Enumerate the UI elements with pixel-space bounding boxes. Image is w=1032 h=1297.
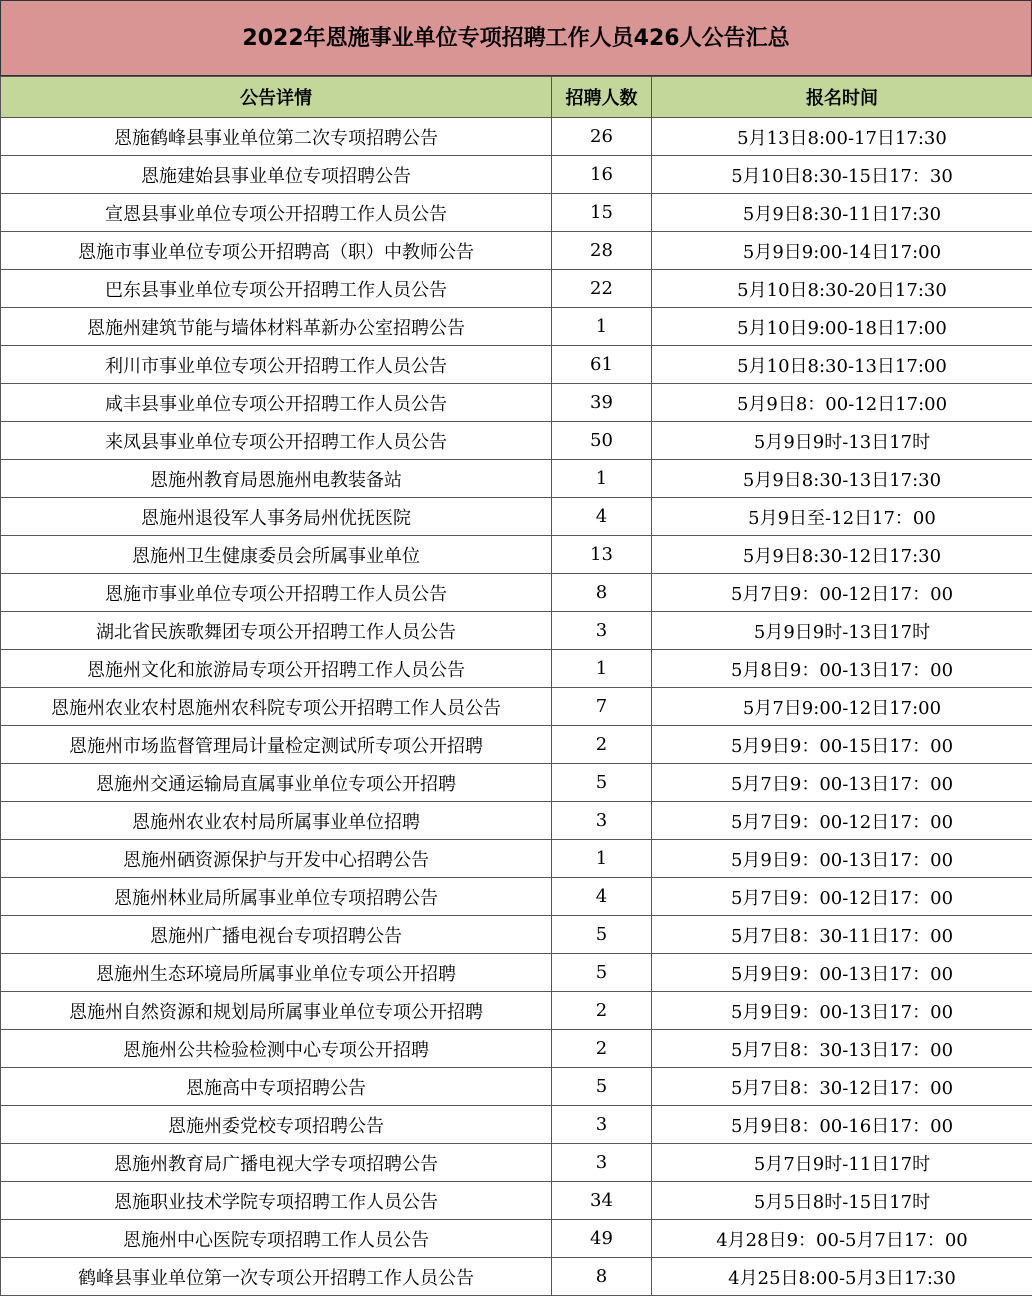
cell-registration-time[interactable]: 5月10日8:30-20日17:30 [652, 270, 1032, 308]
cell-registration-time[interactable]: 5月10日8:30-13日17:00 [652, 346, 1032, 384]
cell-recruit-count[interactable]: 2 [552, 726, 652, 764]
table-row [1, 840, 1032, 878]
cell-announcement[interactable]: 恩施州退役军人事务局州优抚医院 [1, 498, 552, 536]
table-row [1, 270, 1032, 308]
table-row [1, 1258, 1032, 1296]
cell-recruit-count[interactable]: 3 [552, 1144, 652, 1182]
cell-recruit-count[interactable]: 50 [552, 422, 652, 460]
cell-registration-time[interactable]: 5月7日8：30-11日17：00 [652, 916, 1032, 954]
cell-registration-time[interactable]: 5月9日9时-13日17时 [652, 612, 1032, 650]
cell-registration-time[interactable]: 5月9日9：00-13日17：00 [652, 992, 1032, 1030]
cell-announcement[interactable]: 恩施州林业局所属事业单位专项招聘公告 [1, 878, 552, 916]
table-row [1, 878, 1032, 916]
cell-recruit-count[interactable]: 13 [552, 536, 652, 574]
table-row [1, 536, 1032, 574]
cell-registration-time[interactable]: 5月10日8:30-15日17：30 [652, 156, 1032, 194]
cell-registration-time[interactable]: 5月9日9：00-13日17：00 [652, 954, 1032, 992]
cell-recruit-count[interactable]: 15 [552, 194, 652, 232]
column-header-count[interactable]: 招聘人数 [552, 77, 652, 118]
table-row [1, 612, 1032, 650]
cell-recruit-count[interactable]: 39 [552, 384, 652, 422]
cell-recruit-count[interactable]: 7 [552, 688, 652, 726]
cell-announcement[interactable]: 恩施州广播电视台专项招聘公告 [1, 916, 552, 954]
page-title: 2022年恩施事业单位专项招聘工作人员426人公告汇总 [0, 0, 1032, 76]
cell-registration-time[interactable]: 5月9日8：00-12日17:00 [652, 384, 1032, 422]
cell-announcement[interactable]: 利川市事业单位专项公开招聘工作人员公告 [1, 346, 552, 384]
cell-recruit-count[interactable]: 5 [552, 1068, 652, 1106]
cell-announcement[interactable]: 恩施州卫生健康委员会所属事业单位 [1, 536, 552, 574]
cell-announcement[interactable]: 恩施州硒资源保护与开发中心招聘公告 [1, 840, 552, 878]
cell-announcement[interactable]: 恩施市事业单位专项公开招聘高（职）中教师公告 [1, 232, 552, 270]
cell-announcement[interactable]: 恩施州委党校专项招聘公告 [1, 1106, 552, 1144]
cell-registration-time[interactable]: 5月7日9：00-13日17：00 [652, 764, 1032, 802]
cell-registration-time[interactable]: 5月9日9:00-14日17:00 [652, 232, 1032, 270]
cell-recruit-count[interactable]: 8 [552, 1258, 652, 1296]
header-row [1, 77, 1032, 118]
cell-announcement[interactable]: 恩施州教育局恩施州电教装备站 [1, 460, 552, 498]
cell-announcement[interactable]: 咸丰县事业单位专项公开招聘工作人员公告 [1, 384, 552, 422]
cell-recruit-count[interactable]: 1 [552, 308, 652, 346]
table-row [1, 1144, 1032, 1182]
cell-announcement[interactable]: 恩施州教育局广播电视大学专项招聘公告 [1, 1144, 552, 1182]
table-row [1, 1182, 1032, 1220]
cell-recruit-count[interactable]: 3 [552, 1106, 652, 1144]
table-row [1, 764, 1032, 802]
cell-recruit-count[interactable]: 8 [552, 574, 652, 612]
cell-registration-time[interactable]: 5月7日8：30-13日17：00 [652, 1030, 1032, 1068]
table-row [1, 1220, 1032, 1258]
table-row [1, 1106, 1032, 1144]
cell-announcement[interactable]: 恩施州文化和旅游局专项公开招聘工作人员公告 [1, 650, 552, 688]
cell-announcement[interactable]: 恩施市事业单位专项公开招聘工作人员公告 [1, 574, 552, 612]
column-header-details[interactable]: 公告详情 [1, 77, 552, 118]
cell-recruit-count[interactable]: 16 [552, 156, 652, 194]
table-row [1, 650, 1032, 688]
cell-recruit-count[interactable]: 4 [552, 498, 652, 536]
cell-announcement[interactable]: 恩施州自然资源和规划局所属事业单位专项公开招聘 [1, 992, 552, 1030]
cell-recruit-count[interactable]: 4 [552, 878, 652, 916]
cell-registration-time[interactable]: 5月7日9：00-12日17：00 [652, 802, 1032, 840]
cell-registration-time[interactable]: 5月10日9:00-18日17:00 [652, 308, 1032, 346]
cell-recruit-count[interactable]: 26 [552, 118, 652, 156]
cell-recruit-count[interactable]: 1 [552, 650, 652, 688]
cell-announcement[interactable]: 恩施职业技术学院专项招聘工作人员公告 [1, 1182, 552, 1220]
cell-announcement[interactable]: 巴东县事业单位专项公开招聘工作人员公告 [1, 270, 552, 308]
cell-announcement[interactable]: 来凤县事业单位专项公开招聘工作人员公告 [1, 422, 552, 460]
cell-registration-time[interactable]: 5月9日8：00-16日17：00 [652, 1106, 1032, 1144]
table-row [1, 194, 1032, 232]
cell-recruit-count[interactable]: 5 [552, 764, 652, 802]
table-row [1, 1068, 1032, 1106]
cell-announcement[interactable]: 恩施州交通运输局直属事业单位专项公开招聘 [1, 764, 552, 802]
cell-registration-time[interactable]: 5月7日9时-11日17时 [652, 1144, 1032, 1182]
cell-recruit-count[interactable]: 2 [552, 1030, 652, 1068]
table-row [1, 118, 1032, 156]
cell-announcement[interactable]: 宣恩县事业单位专项公开招聘工作人员公告 [1, 194, 552, 232]
table-row [1, 460, 1032, 498]
table-row [1, 156, 1032, 194]
cell-registration-time[interactable]: 5月9日至-12日17：00 [652, 498, 1032, 536]
cell-announcement[interactable]: 恩施州建筑节能与墙体材料革新办公室招聘公告 [1, 308, 552, 346]
cell-registration-time[interactable]: 5月9日8:30-13日17:30 [652, 460, 1032, 498]
cell-recruit-count[interactable]: 5 [552, 954, 652, 992]
table-row [1, 802, 1032, 840]
cell-registration-time[interactable]: 5月7日8：30-12日17：00 [652, 1068, 1032, 1106]
cell-recruit-count[interactable]: 5 [552, 916, 652, 954]
table-row [1, 346, 1032, 384]
cell-recruit-count[interactable]: 22 [552, 270, 652, 308]
cell-announcement[interactable]: 鹤峰县事业单位第一次专项公开招聘工作人员公告 [1, 1258, 552, 1296]
cell-registration-time[interactable]: 5月7日9：00-12日17：00 [652, 878, 1032, 916]
cell-announcement[interactable]: 恩施高中专项招聘公告 [1, 1068, 552, 1106]
table-row [1, 954, 1032, 992]
cell-recruit-count[interactable]: 1 [552, 840, 652, 878]
cell-announcement[interactable]: 恩施鹤峰县事业单位第二次专项招聘公告 [1, 118, 552, 156]
cell-registration-time[interactable]: 5月9日8:30-12日17:30 [652, 536, 1032, 574]
cell-announcement[interactable]: 恩施州农业农村局所属事业单位招聘 [1, 802, 552, 840]
cell-registration-time[interactable]: 5月9日9：00-13日17：00 [652, 840, 1032, 878]
cell-registration-time[interactable]: 5月9日8:30-11日17:30 [652, 194, 1032, 232]
table-row [1, 916, 1032, 954]
cell-announcement[interactable]: 恩施州市场监督管理局计量检定测试所专项公开招聘 [1, 726, 552, 764]
cell-recruit-count[interactable]: 34 [552, 1182, 652, 1220]
table-row [1, 574, 1032, 612]
table-row [1, 384, 1032, 422]
cell-registration-time[interactable]: 5月5日8时-15日17时 [652, 1182, 1032, 1220]
cell-announcement[interactable]: 恩施州中心医院专项招聘工作人员公告 [1, 1220, 552, 1258]
cell-recruit-count[interactable]: 28 [552, 232, 652, 270]
cell-registration-time[interactable]: 5月8日9：00-13日17：00 [652, 650, 1032, 688]
table-row [1, 422, 1032, 460]
cell-announcement[interactable]: 湖北省民族歌舞团专项公开招聘工作人员公告 [1, 612, 552, 650]
table-row [1, 992, 1032, 1030]
cell-registration-time[interactable]: 5月13日8:00-17日17:30 [652, 118, 1032, 156]
cell-registration-time[interactable]: 5月7日9：00-12日17：00 [652, 574, 1032, 612]
cell-recruit-count[interactable]: 1 [552, 460, 652, 498]
cell-registration-time[interactable]: 5月9日9：00-15日17：00 [652, 726, 1032, 764]
table-row [1, 498, 1032, 536]
cell-recruit-count[interactable]: 2 [552, 992, 652, 1030]
cell-announcement[interactable]: 恩施建始县事业单位专项招聘公告 [1, 156, 552, 194]
cell-registration-time[interactable]: 5月7日9:00-12日17:00 [652, 688, 1032, 726]
cell-announcement[interactable]: 恩施州农业农村恩施州农科院专项公开招聘工作人员公告 [1, 688, 552, 726]
table-row [1, 232, 1032, 270]
table-row [1, 308, 1032, 346]
cell-recruit-count[interactable]: 3 [552, 612, 652, 650]
table-row [1, 688, 1032, 726]
cell-recruit-count[interactable]: 49 [552, 1220, 652, 1258]
table-row [1, 726, 1032, 764]
cell-registration-time[interactable]: 5月9日9时-13日17时 [652, 422, 1032, 460]
cell-announcement[interactable]: 恩施州公共检验检测中心专项公开招聘 [1, 1030, 552, 1068]
cell-registration-time[interactable]: 4月28日9：00-5月7日17：00 [652, 1220, 1032, 1258]
table-row [1, 1030, 1032, 1068]
cell-recruit-count[interactable]: 61 [552, 346, 652, 384]
cell-announcement[interactable]: 恩施州生态环境局所属事业单位专项公开招聘 [1, 954, 552, 992]
column-header-time[interactable]: 报名时间 [652, 77, 1032, 118]
recruitment-table [0, 76, 1032, 1296]
cell-registration-time[interactable]: 4月25日8:00-5月3日17:30 [652, 1258, 1032, 1296]
cell-recruit-count[interactable]: 3 [552, 802, 652, 840]
